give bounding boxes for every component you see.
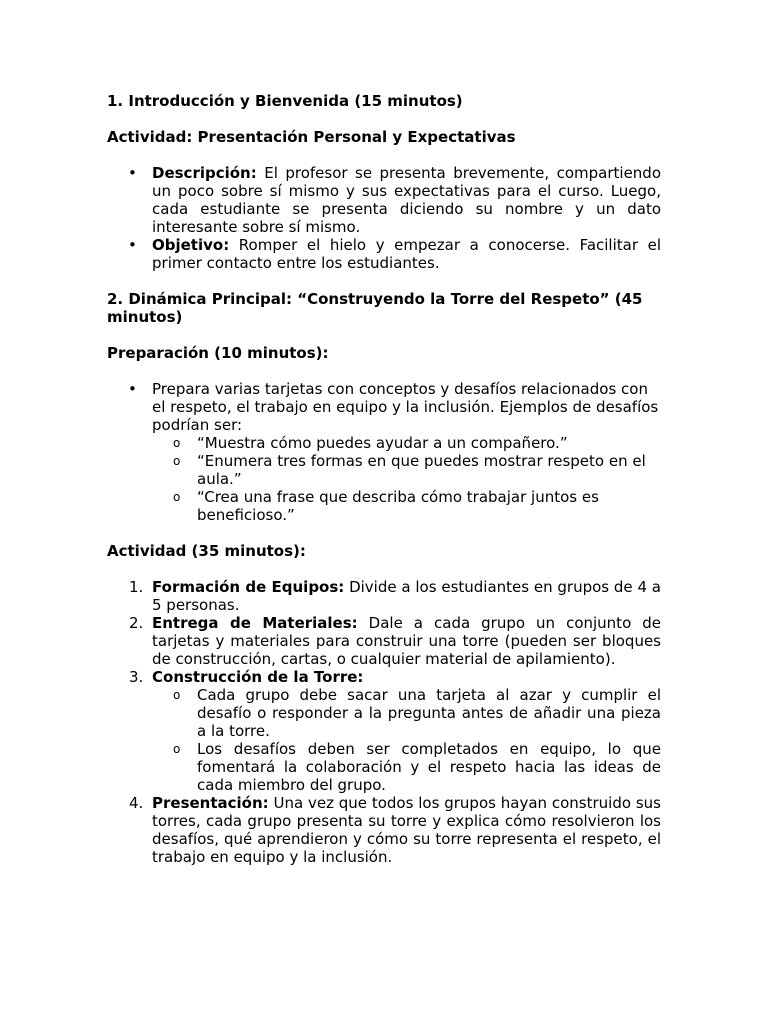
subitem-text: Los desafíos deben ser completados en equipo, lo que fomentará la colaboración y el respeto hacia las ideas de cada miembro del grupo. [197,740,661,794]
circle-bullet-icon: o [173,454,181,468]
step-label: Presentación: [152,794,269,812]
list-item [107,668,661,794]
list-item [107,380,661,524]
item-label: Descripción: [152,164,257,182]
list-item [152,740,661,794]
construction-sublist [152,686,661,794]
example-text: “Crea una frase que describa cómo trabajar juntos es beneficioso.” [197,488,599,524]
item-label: Objetivo: [152,236,230,254]
circle-bullet-icon: o [173,688,181,702]
list-item [107,164,661,236]
section1-title: 1. Introducción y Bienvenida (15 minutos) [107,92,463,110]
section1-list [107,164,661,272]
circle-bullet-icon: o [173,742,181,756]
step-number: 1. [129,578,144,596]
step-label: Formación de Equipos: [152,578,345,596]
step-text: Divide a los estudiantes en grupos de 4 a 5 personas. [152,578,661,614]
step-number: 4. [129,794,144,812]
bullet-icon: • [128,164,137,182]
activity-steps [107,578,661,866]
section1-activity-title: Actividad: Presentación Personal y Expectativas [107,128,516,146]
example-text: “Muestra cómo puedes ayudar a un compañero.” [197,434,568,452]
document-content [107,92,661,866]
step-text: Una vez que todos los grupos hayan construido sus torres, cada grupo presenta su torre y explica cómo resolvieron los desafíos, qué aprendieron y cómo su torre representa el respeto, el trabajo en equipo y la inclusión. [152,794,661,866]
list-item [107,794,661,866]
list-item [107,578,661,614]
list-item [152,686,661,740]
step-text: Dale a cada grupo un conjunto de tarjetas y materiales para construir una torre (pueden ser bloques de construcción, cartas, o cualquier material de apilamiento). [152,614,661,668]
examples-list [152,434,661,524]
list-item [152,452,661,488]
activity-title: Actividad (35 minutos): [107,542,306,560]
section2-title: 2. Dinámica Principal: “Construyendo la Torre del Respeto” (45 minutos) [107,290,643,326]
example-text: “Enumera tres formas en que puedes mostrar respeto en el aula.” [197,452,646,488]
item-text: El profesor se presenta brevemente, compartiendo un poco sobre sí mismo y sus expectativas para el curso. Luego, cada estudiante se presenta diciendo su nombre y un dato interesante sobre sí mismo. [152,164,661,236]
bullet-icon: • [128,380,137,398]
step-label: Construcción de la Torre: [152,668,364,686]
circle-bullet-icon: o [173,436,181,450]
bullet-icon: • [128,236,137,254]
list-item [152,488,661,524]
step-label: Entrega de Materiales: [152,614,358,632]
preparation-title: Preparación (10 minutos): [107,344,329,362]
list-item [107,236,661,272]
step-number: 3. [129,668,144,686]
item-text: Romper el hielo y empezar a conocerse. Facilitar el primer contacto entre los estudiantes. [152,236,661,272]
circle-bullet-icon: o [173,490,181,504]
list-item [107,614,661,668]
subitem-text: Cada grupo debe sacar una tarjeta al azar y cumplir el desafío o responder a la pregunta antes de añadir una pieza a la torre. [197,686,661,740]
step-number: 2. [129,614,144,632]
list-item [152,434,661,452]
preparation-list [107,380,661,524]
item-text: Prepara varias tarjetas con conceptos y desafíos relacionados con el respeto, el trabajo en equipo y la inclusión. Ejemplos de desafíos podrían ser: [152,380,659,434]
